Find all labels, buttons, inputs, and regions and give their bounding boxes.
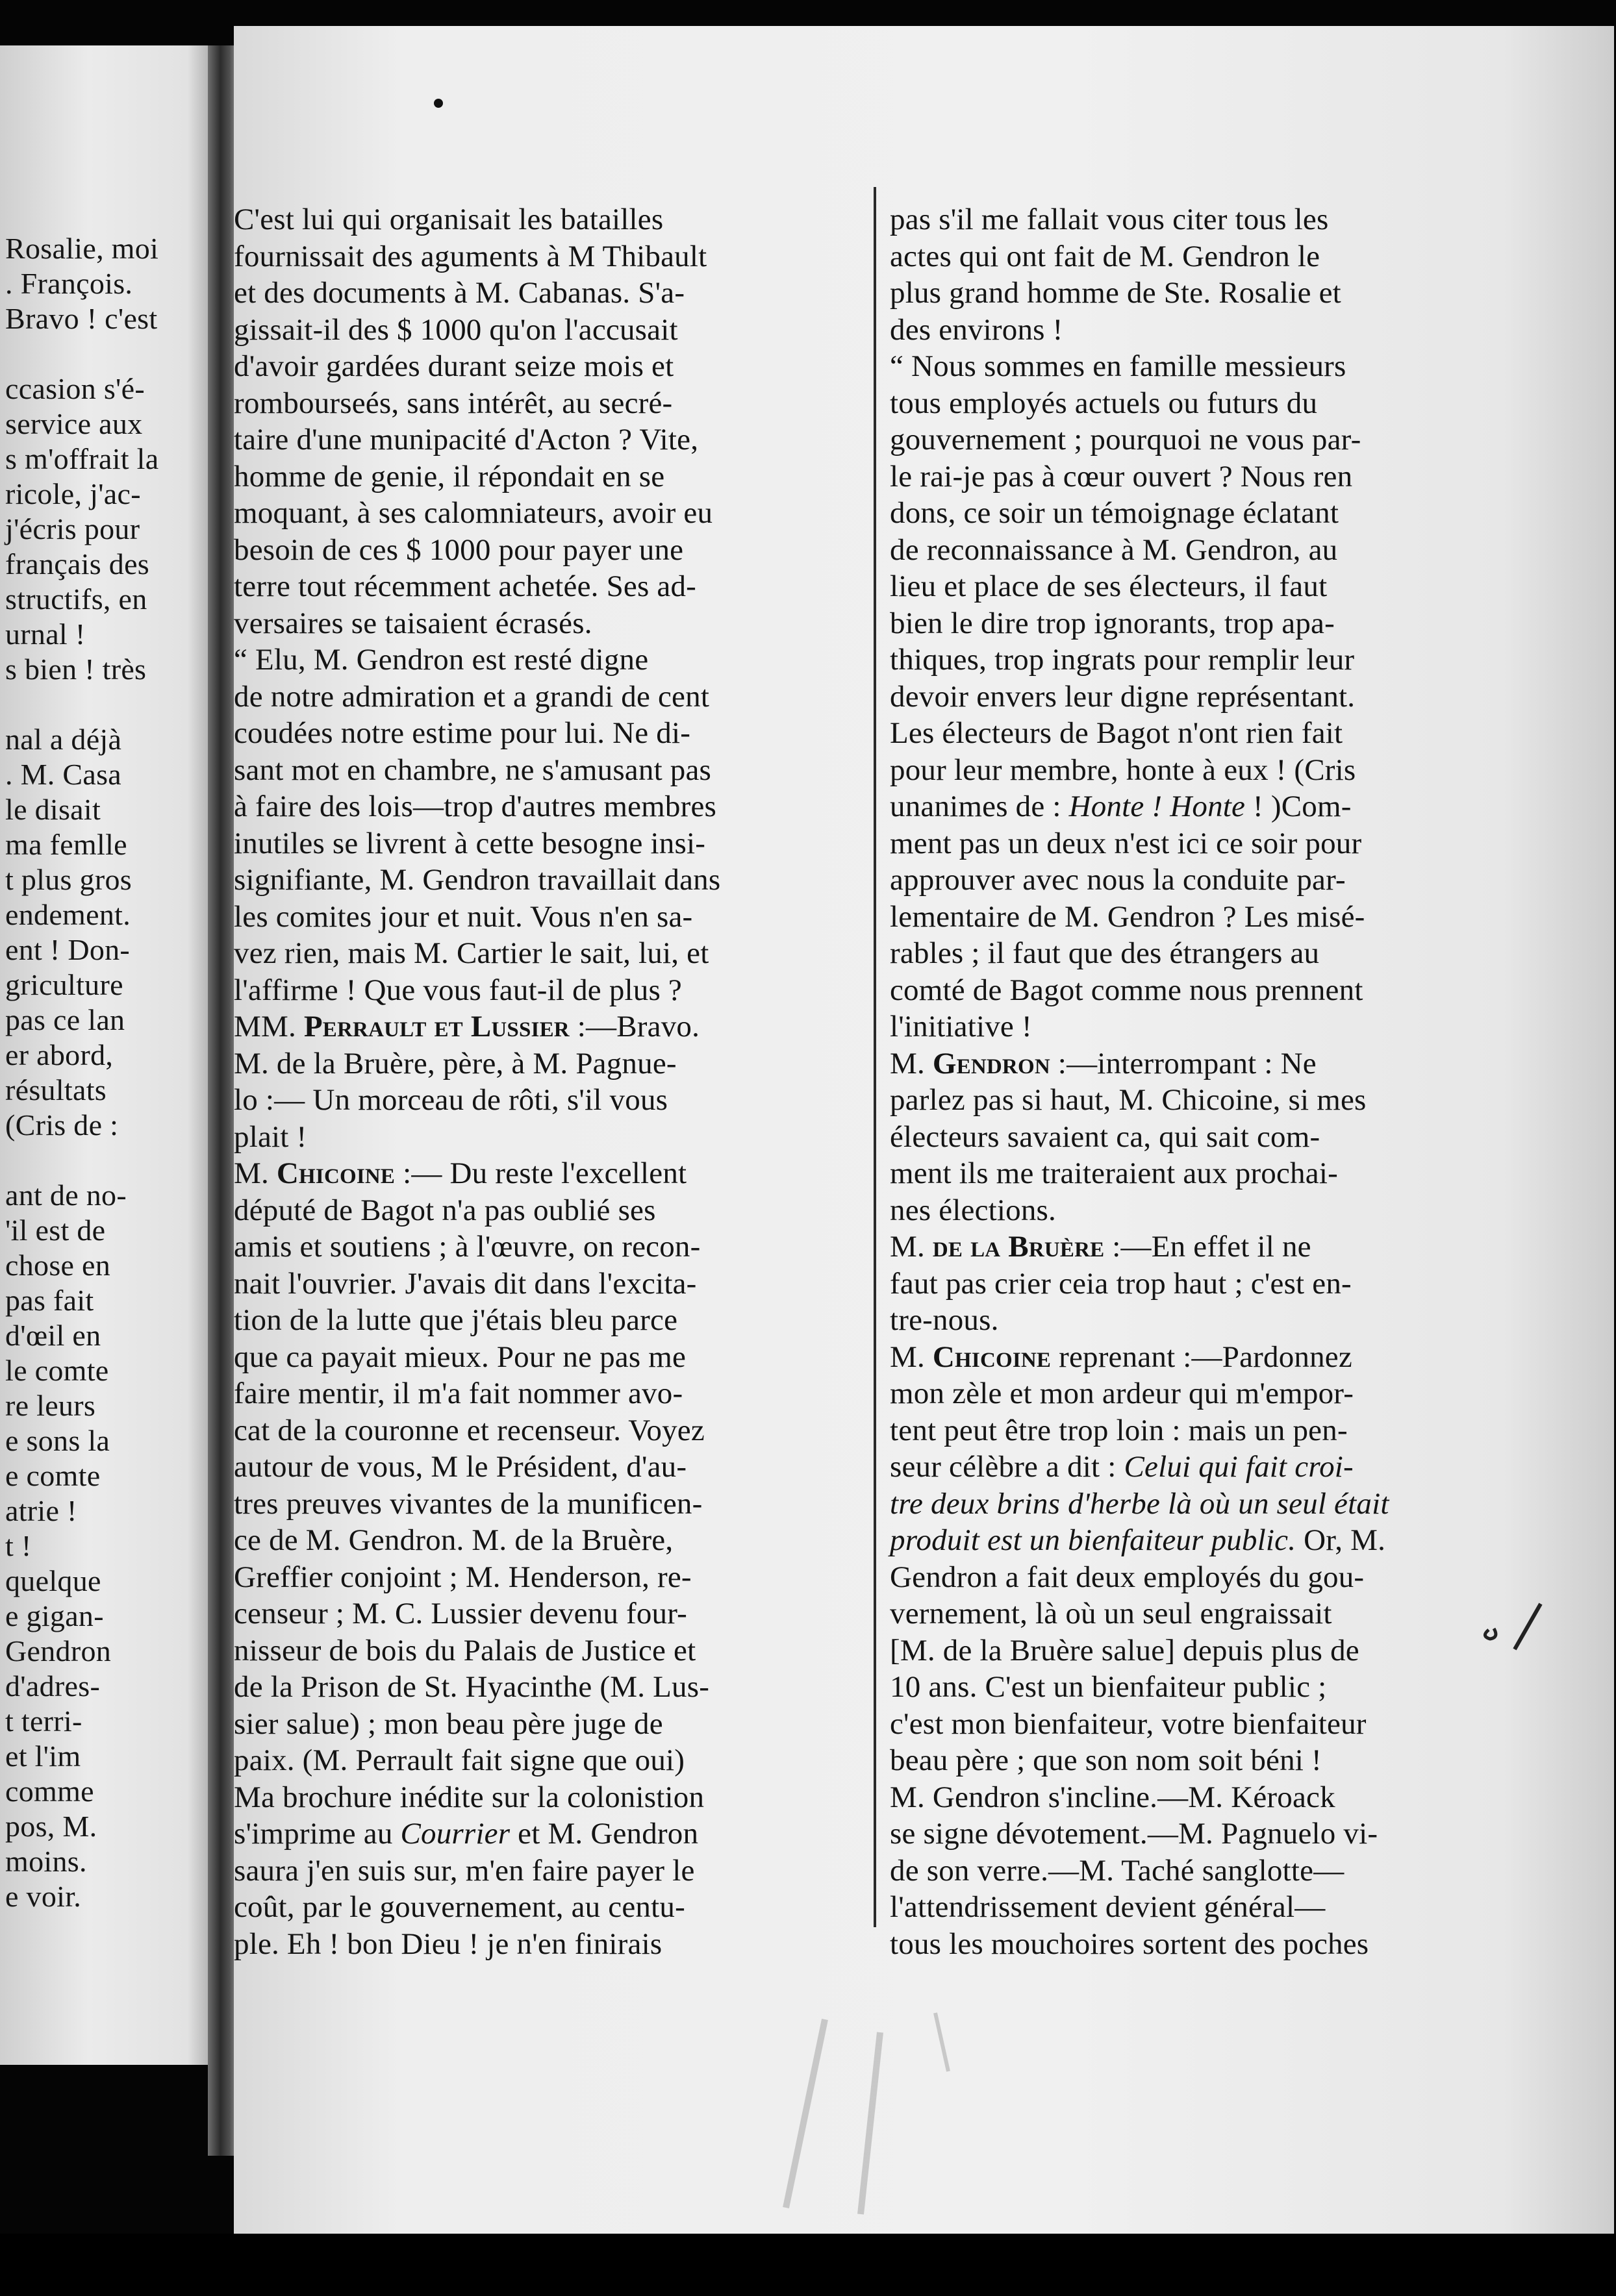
left-fragment-line: chose en [5, 1249, 111, 1282]
column-left-line: vez rien, mais M. Cartier le sait, lui, et [234, 936, 709, 970]
column-left-line: M. Chicoine :— Du reste l'excellent [234, 1156, 687, 1190]
column-left-line: moquant, à ses calomniateurs, avoir eu [234, 496, 713, 530]
column-left-line: coût, par le gouvernement, au centu- [234, 1890, 685, 1924]
left-fragment-line: le disait [5, 793, 101, 826]
left-fragment-line: français des [5, 547, 149, 580]
column-left-line: s'imprime au Courrier et M. Gendron [234, 1817, 699, 1851]
column-right-line: Les électeurs de Bagot n'ont rien fait [890, 716, 1343, 750]
column-right-line: 10 ans. C'est un bienfaiteur public ; [890, 1670, 1327, 1704]
left-fragment-line: (Cris de : [5, 1108, 119, 1142]
column-right-line: de son verre.—M. Taché sanglotte— [890, 1853, 1345, 1888]
left-fragment-line: pos, M. [5, 1810, 97, 1843]
column-left-line: versaires se taisaient écrasés. [234, 606, 592, 640]
column-left-line: paix. (M. Perrault fait signe que oui) [234, 1743, 685, 1777]
column-left-line: ce de M. Gendron. M. de la Bruère, [234, 1523, 674, 1557]
column-left-line: lo :— Un morceau de rôti, s'il vous [234, 1083, 668, 1117]
column-right-line: lieu et place de ses électeurs, il faut [890, 569, 1328, 603]
scan-bottom-border [0, 2234, 1616, 2296]
left-fragment-line: re leurs [5, 1389, 96, 1422]
left-fragment-line: Rosalie, moi [5, 232, 159, 265]
column-right-line: M. de la Bruère :—En effet il ne [890, 1230, 1311, 1264]
left-fragment-line: Bravo ! c'est [5, 302, 158, 335]
left-fragment-line: et l'im [5, 1740, 81, 1773]
left-fragment-line: ccasion s'é- [5, 372, 145, 405]
left-fragment-line: ma femlle [5, 828, 127, 861]
column-right-line: pour leur membre, honte à eux ! (Cris [890, 753, 1356, 787]
left-fragment-line: ant de no- [5, 1179, 127, 1212]
left-fragment-line: pas ce lan [5, 1003, 125, 1036]
column-left-line: besoin de ces $ 1000 pour payer une [234, 532, 684, 567]
left-fragment-line: e voir. [5, 1880, 82, 1913]
column-right-line: seur célèbre a dit : Celui qui fait croi- [890, 1450, 1354, 1484]
left-fragment-line: t ! [5, 1529, 32, 1562]
column-left-line: censeur ; M. C. Lussier devenu four- [234, 1597, 688, 1630]
left-fragment-line: s m'offrait la [5, 442, 159, 475]
column-right-line: bien le dire trop ignorants, trop apa- [890, 606, 1335, 640]
column-right-line: pas s'il me fallait vous citer tous les [890, 203, 1329, 236]
column-right-line: dons, ce soir un témoignage éclatant [890, 496, 1339, 530]
column-right-line: ment ils me traiteraient aux prochai- [890, 1156, 1338, 1190]
column-left-line: rombourseés, sans intérêt, au secré- [234, 386, 673, 420]
column-right-line: thiques, trop ingrats pour remplir leur [890, 643, 1355, 677]
main-page [234, 26, 1614, 2260]
column-right-line: tre-nous. [890, 1303, 999, 1337]
left-fragment-line: er abord, [5, 1038, 114, 1071]
column-right-line: se signe dévotement.—M. Pagnuelo vi- [890, 1817, 1378, 1851]
left-fragment-line: e comte [5, 1459, 101, 1492]
column-right-line: mon zèle et mon ardeur qui m'empor- [890, 1377, 1354, 1410]
column-left-line: plait ! [234, 1119, 307, 1154]
column-left-line: fournissait des aguments à M Thibault [234, 239, 707, 273]
column-left-line: Ma brochure inédite sur la colonistion [234, 1780, 705, 1814]
column-right-line: électeurs savaient ca, qui sait com- [890, 1119, 1320, 1154]
column-right-line: actes qui ont fait de M. Gendron le [890, 239, 1320, 273]
column-right-line: lementaire de M. Gendron ? Les misé- [890, 899, 1365, 934]
column-left-line: l'affirme ! Que vous faut-il de plus ? [234, 973, 682, 1007]
column-left-line: signifiante, M. Gendron travaillait dans [234, 863, 721, 897]
left-fragment-line: pas fait [5, 1284, 94, 1317]
left-fragment-line: d'adres- [5, 1669, 101, 1703]
left-fragment-line: ent ! Don- [5, 933, 131, 966]
column-right-line: le rai-je pas à cœur ouvert ? Nous ren [890, 459, 1353, 493]
left-fragment-line: t terri- [5, 1704, 82, 1738]
column-left-line: MM. Perrault et Lussier :—Bravo. [234, 1010, 700, 1043]
left-fragment-line: quelque [5, 1564, 101, 1597]
column-right-line: l'attendrissement devient général— [890, 1890, 1326, 1924]
left-fragment-line: service aux [5, 407, 143, 440]
column-rule [874, 187, 876, 1927]
left-fragment-line: résultats [5, 1073, 107, 1106]
faint-pencil-scribble [740, 1993, 1000, 2227]
column-right-line: M. Gendron :—interrompant : Ne [890, 1046, 1317, 1080]
left-fragment-line: griculture [5, 968, 123, 1001]
column-left-line: coudées notre estime pour lui. Ne di- [234, 716, 691, 750]
column-left-line: amis et soutiens ; à l'œuvre, on recon- [234, 1230, 701, 1264]
column-right-line: vernement, là où un seul engraissait [890, 1597, 1332, 1630]
column-left-line: faire mentir, il m'a fait nommer avo- [234, 1377, 683, 1410]
column-right-line: unanimes de : Honte ! Honte ! )Com- [890, 790, 1352, 823]
column-left-line: M. de la Bruère, père, à M. Pagnue- [234, 1046, 677, 1080]
column-right-line: gouvernement ; pourquoi ne vous par- [890, 423, 1361, 456]
column-left-line: d'avoir gardées durant seize mois et [234, 349, 674, 383]
column-left-line: inutiles se livrent à cette besogne insi- [234, 826, 706, 860]
column-right-line: [M. de la Bruère salue] depuis plus de [890, 1633, 1359, 1667]
column-right-line: approuver avec nous la conduite par- [890, 863, 1346, 897]
left-fragment-line: . M. Casa [5, 758, 122, 791]
column-right-line: tre deux brins d'herbe là où un seul était [890, 1486, 1389, 1521]
ink-dot [434, 99, 443, 108]
column-right-line: tent peut être trop loin : mais un pen- [890, 1413, 1348, 1447]
column-right-line: “ Nous sommes en famille messieurs [890, 349, 1346, 383]
left-fragment-line: j'écris pour [5, 512, 140, 545]
column-right-line: plus grand homme de Ste. Rosalie et [890, 276, 1341, 310]
column-right-line: tous employés actuels ou futurs du [890, 386, 1318, 420]
column-left-line: sant mot en chambre, ne s'amusant pas [234, 753, 712, 787]
column-left-line: tres preuves vivantes de la munificen- [234, 1486, 703, 1521]
column-left-line: terre tout récemment achetée. Ses ad- [234, 569, 697, 603]
column-right-line: c'est mon bienfaiteur, votre bienfaiteur [890, 1706, 1367, 1741]
left-fragment-line: structifs, en [5, 582, 147, 616]
column-left-line: saura j'en suis sur, m'en faire payer le [234, 1853, 695, 1888]
column-left-line: taire d'une munipacité d'Acton ? Vite, [234, 423, 699, 456]
column-left-line: Greffier conjoint ; M. Henderson, re- [234, 1560, 692, 1594]
left-fragment-line: . François. [5, 267, 133, 300]
column-right-line: l'initiative ! [890, 1010, 1032, 1043]
left-fragment-line: le comte [5, 1354, 109, 1387]
column-right-line: des environs ! [890, 312, 1063, 347]
column-left-line: député de Bagot n'a pas oublié ses [234, 1193, 656, 1227]
column-right-line: nes élections. [890, 1193, 1056, 1227]
column-left-line: C'est lui qui organisait les batailles [234, 203, 664, 236]
left-fragment-line: moins. [5, 1845, 87, 1878]
left-page-fragment [0, 45, 221, 2065]
left-fragment-line: ricole, j'ac- [5, 477, 141, 510]
left-fragment-line: d'œil en [5, 1319, 101, 1352]
column-right-line: comté de Bagot comme nous prennent [890, 973, 1363, 1007]
column-left-line: sier salue) ; mon beau père juge de [234, 1706, 663, 1741]
left-fragment-line: atrie ! [5, 1494, 77, 1527]
left-fragment-line: comme [5, 1775, 94, 1808]
left-fragment-line: t plus gros [5, 863, 132, 896]
left-fragment-line: nal a déjà [5, 723, 122, 756]
column-right-line: devoir envers leur digne représentant. [890, 679, 1356, 714]
column-left-line: “ Elu, M. Gendron est resté digne [234, 643, 649, 677]
margin-pencil-mark [1476, 1601, 1554, 1653]
column-left-line: de notre admiration et a grandi de cent [234, 679, 710, 714]
column-left-line: tion de la lutte que j'étais bleu parce [234, 1303, 678, 1337]
left-fragment-line: urnal ! [5, 618, 86, 651]
column-right-line: ment pas un deux n'est ici ce soir pour [890, 826, 1362, 860]
column-right-line: parlez pas si haut, M. Chicoine, si mes [890, 1083, 1367, 1117]
column-left-line: à faire des lois—trop d'autres membres [234, 790, 717, 823]
column-left-line: cat de la couronne et recenseur. Voyez [234, 1413, 705, 1447]
column-right-line: M. Chicoine reprenant :—Pardonnez [890, 1340, 1352, 1374]
left-fragment-line: Gendron [5, 1634, 112, 1667]
column-right-line: beau père ; que son nom soit béni ! [890, 1743, 1322, 1777]
left-fragment-line: e sons la [5, 1424, 110, 1457]
column-right-line: rables ; il faut que des étrangers au [890, 936, 1320, 970]
column-left-line: et des documents à M. Cabanas. S'a- [234, 276, 685, 310]
column-left-line: les comites jour et nuit. Vous n'en sa- [234, 899, 693, 934]
left-fragment-line: 'il est de [5, 1214, 106, 1247]
column-left-line: de la Prison de St. Hyacinthe (M. Lus- [234, 1670, 710, 1704]
column-left-line: autour de vous, M le Président, d'au- [234, 1450, 687, 1484]
column-right-line: produit est un bienfaiteur public. Or, M. [890, 1523, 1386, 1557]
column-right-line: tous les mouchoires sortent des poches [890, 1927, 1369, 1961]
column-right-line: Gendron a fait deux employés du gou- [890, 1560, 1365, 1594]
column-left-line: gissait-il des $ 1000 qu'on l'accusait [234, 312, 678, 347]
column-left-line: nait l'ouvrier. J'avais dit dans l'excita- [234, 1266, 697, 1301]
left-fragment-line: endement. [5, 898, 131, 931]
column-left-line: nisseur de bois du Palais de Justice et [234, 1633, 696, 1667]
column-left-line: que ca payait mieux. Pour ne pas me [234, 1340, 687, 1374]
column-right-line: de reconnaissance à M. Gendron, au [890, 532, 1338, 567]
column-left-line: ple. Eh ! bon Dieu ! je n'en finirais [234, 1927, 663, 1961]
column-left-line: homme de genie, il répondait en se [234, 459, 665, 493]
column-right-line: faut pas crier ceia trop haut ; c'est en- [890, 1266, 1352, 1301]
left-fragment-line: s bien ! très [5, 653, 147, 686]
left-fragment-line: e gigan- [5, 1599, 104, 1632]
column-right-line: M. Gendron s'incline.—M. Kéroack [890, 1780, 1335, 1814]
